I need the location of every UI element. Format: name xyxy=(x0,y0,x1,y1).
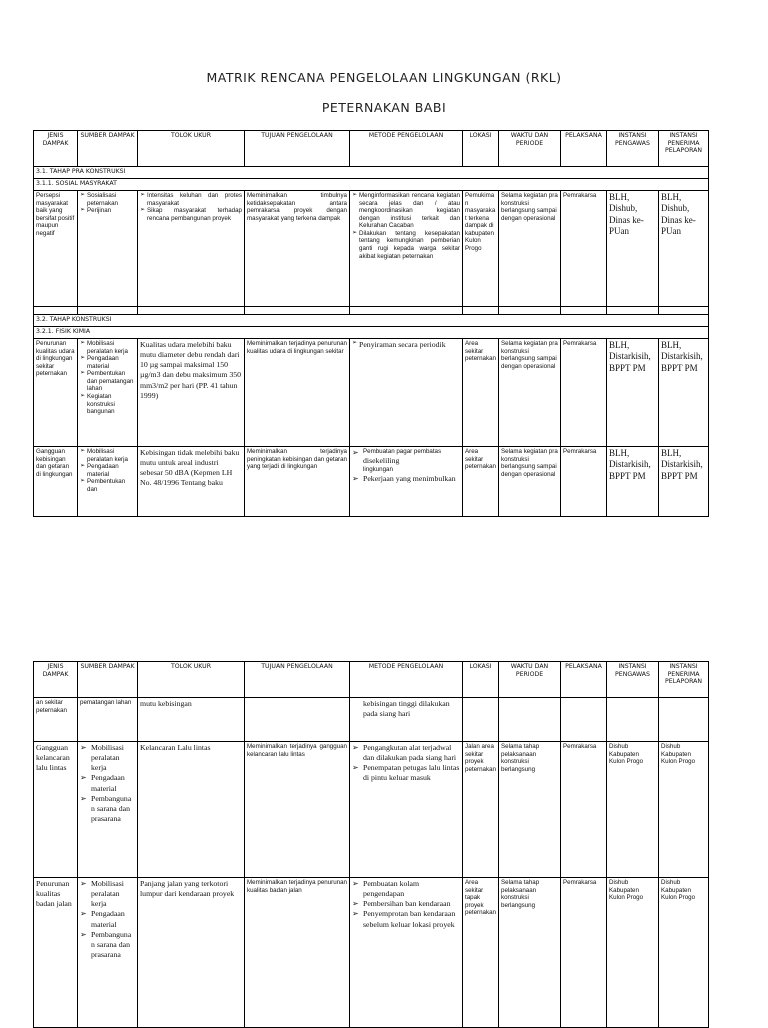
cell-pelaksana: Pemrakarsa xyxy=(561,339,607,447)
col-jenis-dampak: JENIS DAMPAK xyxy=(34,131,78,167)
list-item: ➢ Perijinan xyxy=(80,207,135,215)
cell-penerima xyxy=(659,698,709,742)
list-item: ➢ Mobilisasi peralatan kerja xyxy=(80,448,135,463)
cell-pengawas xyxy=(607,698,659,742)
cell-metode xyxy=(350,742,463,878)
cell-penerima: BLH, Distarkisih, BPPT PM xyxy=(659,447,709,517)
spacer-row xyxy=(34,307,709,315)
list-item: ➢ Pembangunan sarana dan prasarana xyxy=(80,794,135,824)
metode-text: ➢ Pembuatan pagar pembatas xyxy=(363,448,442,455)
cell-tolok: Kelancaran Lalu lintas xyxy=(138,742,245,878)
list-item: ➢ Pengangkutan alat terjadwal dan dilakukan pada siang hari xyxy=(352,743,460,763)
cell-sumber xyxy=(78,878,138,1028)
col-waktu: WAKTU DAN PERIODE xyxy=(499,131,561,167)
cell-lokasi xyxy=(463,698,499,742)
cell-metode xyxy=(350,447,463,517)
list-item: ➢ Intensitas keluhan dan protes masyarakat xyxy=(140,192,242,207)
list-item: ➢ Penempatan petugas lalu lintas di pintu keluar masuk xyxy=(352,763,460,783)
metode-text: disekeliling xyxy=(363,456,400,466)
cell-lokasi: Pemukiman masyarakat terkena dampak di kabupaten Kulon Progo xyxy=(463,191,499,307)
col-sumber-dampak: SUMBER DAMPAK xyxy=(78,662,138,698)
cell-tujuan: Meminimalkan timbulnya ketidaksepakatan antara pemrakarsa proyek dengan masyarakat yang terkena dampak xyxy=(245,191,350,307)
list-item: ➢ Pembentukan dan pematangan lahan xyxy=(80,370,135,393)
header-row xyxy=(34,131,709,167)
cell-jenis: Gangguan kebisingan dan getaran di lingkungan xyxy=(34,447,78,517)
cell-sumber xyxy=(78,191,138,307)
cell-tujuan: Meminimalkan terjadinya peningkatan kebisingan dan getaran yang terjadi di lingkungan xyxy=(245,447,350,517)
table-row xyxy=(34,447,709,517)
col-jenis-dampak: JENIS DAMPAK xyxy=(34,662,78,698)
cell-pengawas: BLH, Distarkisih,BPPT PM xyxy=(607,339,659,447)
table-row xyxy=(34,742,709,878)
cell-jenis: an sekitar peternakan xyxy=(34,698,78,742)
col-tujuan: TUJUAN PENGELOLAAN xyxy=(245,662,350,698)
cell-tujuan: Meminimalkan terjadinya penurunan kualitas badan jalan xyxy=(245,878,350,1028)
col-waktu: WAKTU DAN PERIODE xyxy=(499,662,561,698)
cell-pelaksana xyxy=(561,698,607,742)
cell-pengawas: Dishub Kabupaten Kulon Progo xyxy=(607,878,659,1028)
cell-tolok: mutu kebisingan xyxy=(138,698,245,742)
col-tujuan: TUJUAN PENGELOLAAN xyxy=(245,131,350,167)
cell-metode xyxy=(350,339,463,447)
col-pengawas: INSTANSI PENGAWAS xyxy=(607,131,659,167)
subsection-heading: 3.1.1. SOSIAL MASYRAKAT xyxy=(34,179,709,191)
col-lokasi: LOKASI xyxy=(463,131,499,167)
col-pelaksana: PELAKSANA xyxy=(561,131,607,167)
list-item: ➢ Sosialisasi peternakan xyxy=(80,192,135,207)
cell-tolok: Kualitas udara melebihi baku mutu diameter debu rendah dari 10 µg sampai maksimal 150 µg/m3 dan debu maksimum 350 mm3/m2 per hari (PP. 41 tahun 1999) xyxy=(138,339,245,447)
table-row xyxy=(34,878,709,1028)
list-item: ➢ Pembuatan kolam pengendapan xyxy=(352,879,460,899)
cell-penerima: BLH, Dishub, Dinas ke-PUan xyxy=(659,191,709,307)
section-row xyxy=(34,179,709,191)
cell-tolok: Kebisingan tidak melebihi baku mutu untuk areal industri sebesar 50 dBA (Kepmen LH No. 48/1996 Tentang baku xyxy=(138,447,245,517)
cell-pelaksana: Pemrakarsa xyxy=(561,191,607,307)
cell-tujuan: Meminimalkan terjadinya gangguan kelancaran lalu lintas xyxy=(245,742,350,878)
list-item: ➢ Pekerjaan yang menimbulkan xyxy=(352,474,460,484)
list-item: ➢ Pengadaan material xyxy=(80,909,135,929)
list-item: ➢ Mobilisasi peralatan kerja xyxy=(80,879,135,909)
cell-jenis: Penurunan kualitas udara di lingkungan sekitar peternakan xyxy=(34,339,78,447)
subsection-heading: 3.2.1. FISIK KIMIA xyxy=(34,327,709,339)
rkl-matrix-table-page2 xyxy=(33,661,709,1028)
col-sumber-dampak: SUMBER DAMPAK xyxy=(78,131,138,167)
cell-sumber: pematangan lahan xyxy=(78,698,138,742)
col-pelaksana: PELAKSANA xyxy=(561,662,607,698)
list-item xyxy=(352,448,460,474)
col-metode: METODE PENGELOLAAN xyxy=(350,131,463,167)
cell-lokasi: Jalan area sekitar proyek peternakan xyxy=(463,742,499,878)
list-item: ➢ Penyemprotan ban kendaraan sebelum keluar lokasi proyek xyxy=(352,909,460,929)
table-row xyxy=(34,698,709,742)
col-tolok-ukur: TOLOK UKUR xyxy=(138,131,245,167)
cell-pelaksana: Pemrakarsa xyxy=(561,878,607,1028)
section-heading: 3.2. TAHAP KONSTRUKSI xyxy=(34,315,709,327)
cell-waktu: Selama tahap pelaksanaan konstruksi berlangsung xyxy=(499,742,561,878)
list-item: ➢ Pembangunan sarana dan prasarana xyxy=(80,930,135,960)
cell-sumber xyxy=(78,447,138,517)
cell-pelaksana: Pemrakarsa xyxy=(561,447,607,517)
cell-lokasi: Area sekitar tapak proyek peternakan xyxy=(463,878,499,1028)
cell-pelaksana: Pemrakarsa xyxy=(561,742,607,878)
list-item: ➢ Penyiraman secara periodik xyxy=(352,340,460,350)
list-item: ➢ Sikap masyarakat terhadap rencana pembangunan proyek xyxy=(140,207,242,222)
cell-metode xyxy=(350,878,463,1028)
list-item: ➢ Dilakukan tentang kesepakatan tentang kemungkinan pemberian ganti rugi kepada warga sekitar akibat kegiatan peternakan xyxy=(352,230,460,260)
col-penerima: INSTANSI PENERIMA PELAPORAN xyxy=(659,131,709,167)
cell-tolok: Panjang jalan yang terkotori lumpur dari kendaraan proyek xyxy=(138,878,245,1028)
list-item: ➢ Pengadaan material xyxy=(80,355,135,370)
metode-text: lingkungan xyxy=(363,466,393,474)
col-metode: METODE PENGELOLAAN xyxy=(350,662,463,698)
header-row xyxy=(34,662,709,698)
list-item: ➢ Pembersihan ban kendaraan xyxy=(352,899,460,909)
list-item: ➢ Menginformasikan rencana kegiatan secara jelas dan / atau mengkoordinasikan kegiatan dengan institusi terkait dan Kelurahan Cacaban xyxy=(352,192,460,230)
cell-waktu: Selama tahap pelaksanaan konstruksi berlangsung xyxy=(499,878,561,1028)
section-row xyxy=(34,167,709,179)
table-row xyxy=(34,339,709,447)
cell-waktu xyxy=(499,698,561,742)
col-penerima: INSTANSI PENERIMA PELAPORAN xyxy=(659,662,709,698)
cell-metode xyxy=(350,191,463,307)
document-subtitle: PETERNAKAN BABI xyxy=(321,100,447,115)
list-item: ➢ Mobilisasi peralatan kerja xyxy=(80,743,135,773)
cell-pengawas: BLH, Dishub, Dinas ke-PUan xyxy=(607,191,659,307)
list-item: ➢ Mobilisasi peralatan kerja xyxy=(80,340,135,355)
cell-tujuan: Meminimalkan terjadinya penurunan kualitas udara di lingkungan sekitar xyxy=(245,339,350,447)
cell-sumber xyxy=(78,339,138,447)
cell-jenis: Persepsi masyarakat baik yang bersifat positif maupun negatif xyxy=(34,191,78,307)
cell-waktu: Selama kegiatan pra konstruksi berlangsung sampai dengan operasional xyxy=(499,447,561,517)
list-item: ➢ Kegiatan konstruksi bangunan xyxy=(80,393,135,416)
list-item: ➢ Pengadaan material xyxy=(80,463,135,478)
cell-lokasi: Area sekitar peternakan xyxy=(463,447,499,517)
document-title: MATRIK RENCANA PENGELOLAAN LINGKUNGAN (RKL) xyxy=(206,70,562,85)
cell-lokasi: Area sekitar peternakan xyxy=(463,339,499,447)
cell-waktu: Selama kegiatan pra konstruksi berlangsung sampai dengan operasional xyxy=(499,191,561,307)
section-row xyxy=(34,327,709,339)
table-row xyxy=(34,191,709,307)
section-heading: 3.1. TAHAP PRA KONSTRUKSI xyxy=(34,167,709,179)
cell-pengawas: BLH, Distarkisih, BPPT PM xyxy=(607,447,659,517)
col-tolok-ukur: TOLOK UKUR xyxy=(138,662,245,698)
cell-jenis: Gangguan kelancaran lalu lintas xyxy=(34,742,78,878)
cell-tolok xyxy=(138,191,245,307)
cell-sumber xyxy=(78,742,138,878)
cell-jenis: Penurunan kualitas badan jalan xyxy=(34,878,78,1028)
cell-penerima: Dishub Kabupaten Kulon Progo xyxy=(659,878,709,1028)
col-pengawas: INSTANSI PENGAWAS xyxy=(607,662,659,698)
list-item: ➢ Pembentukan dan xyxy=(80,478,135,493)
rkl-matrix-table-page1 xyxy=(33,130,709,517)
cell-penerima: BLH, Distarkisih, BPPT PM xyxy=(659,339,709,447)
cell-metode: kebisingan tinggi dilakukan pada siang hari xyxy=(350,698,463,742)
cell-tujuan xyxy=(245,698,350,742)
cell-pengawas: Dishub Kabupaten Kulon Progo xyxy=(607,742,659,878)
section-row xyxy=(34,315,709,327)
cell-penerima: Dishub Kabupaten Kulon Progo xyxy=(659,742,709,878)
list-item: ➢ Pengadaan material xyxy=(80,773,135,793)
cell-waktu: Selama kegiatan pra konstruksi berlangsung sampai dengan operasional xyxy=(499,339,561,447)
col-lokasi: LOKASI xyxy=(463,662,499,698)
